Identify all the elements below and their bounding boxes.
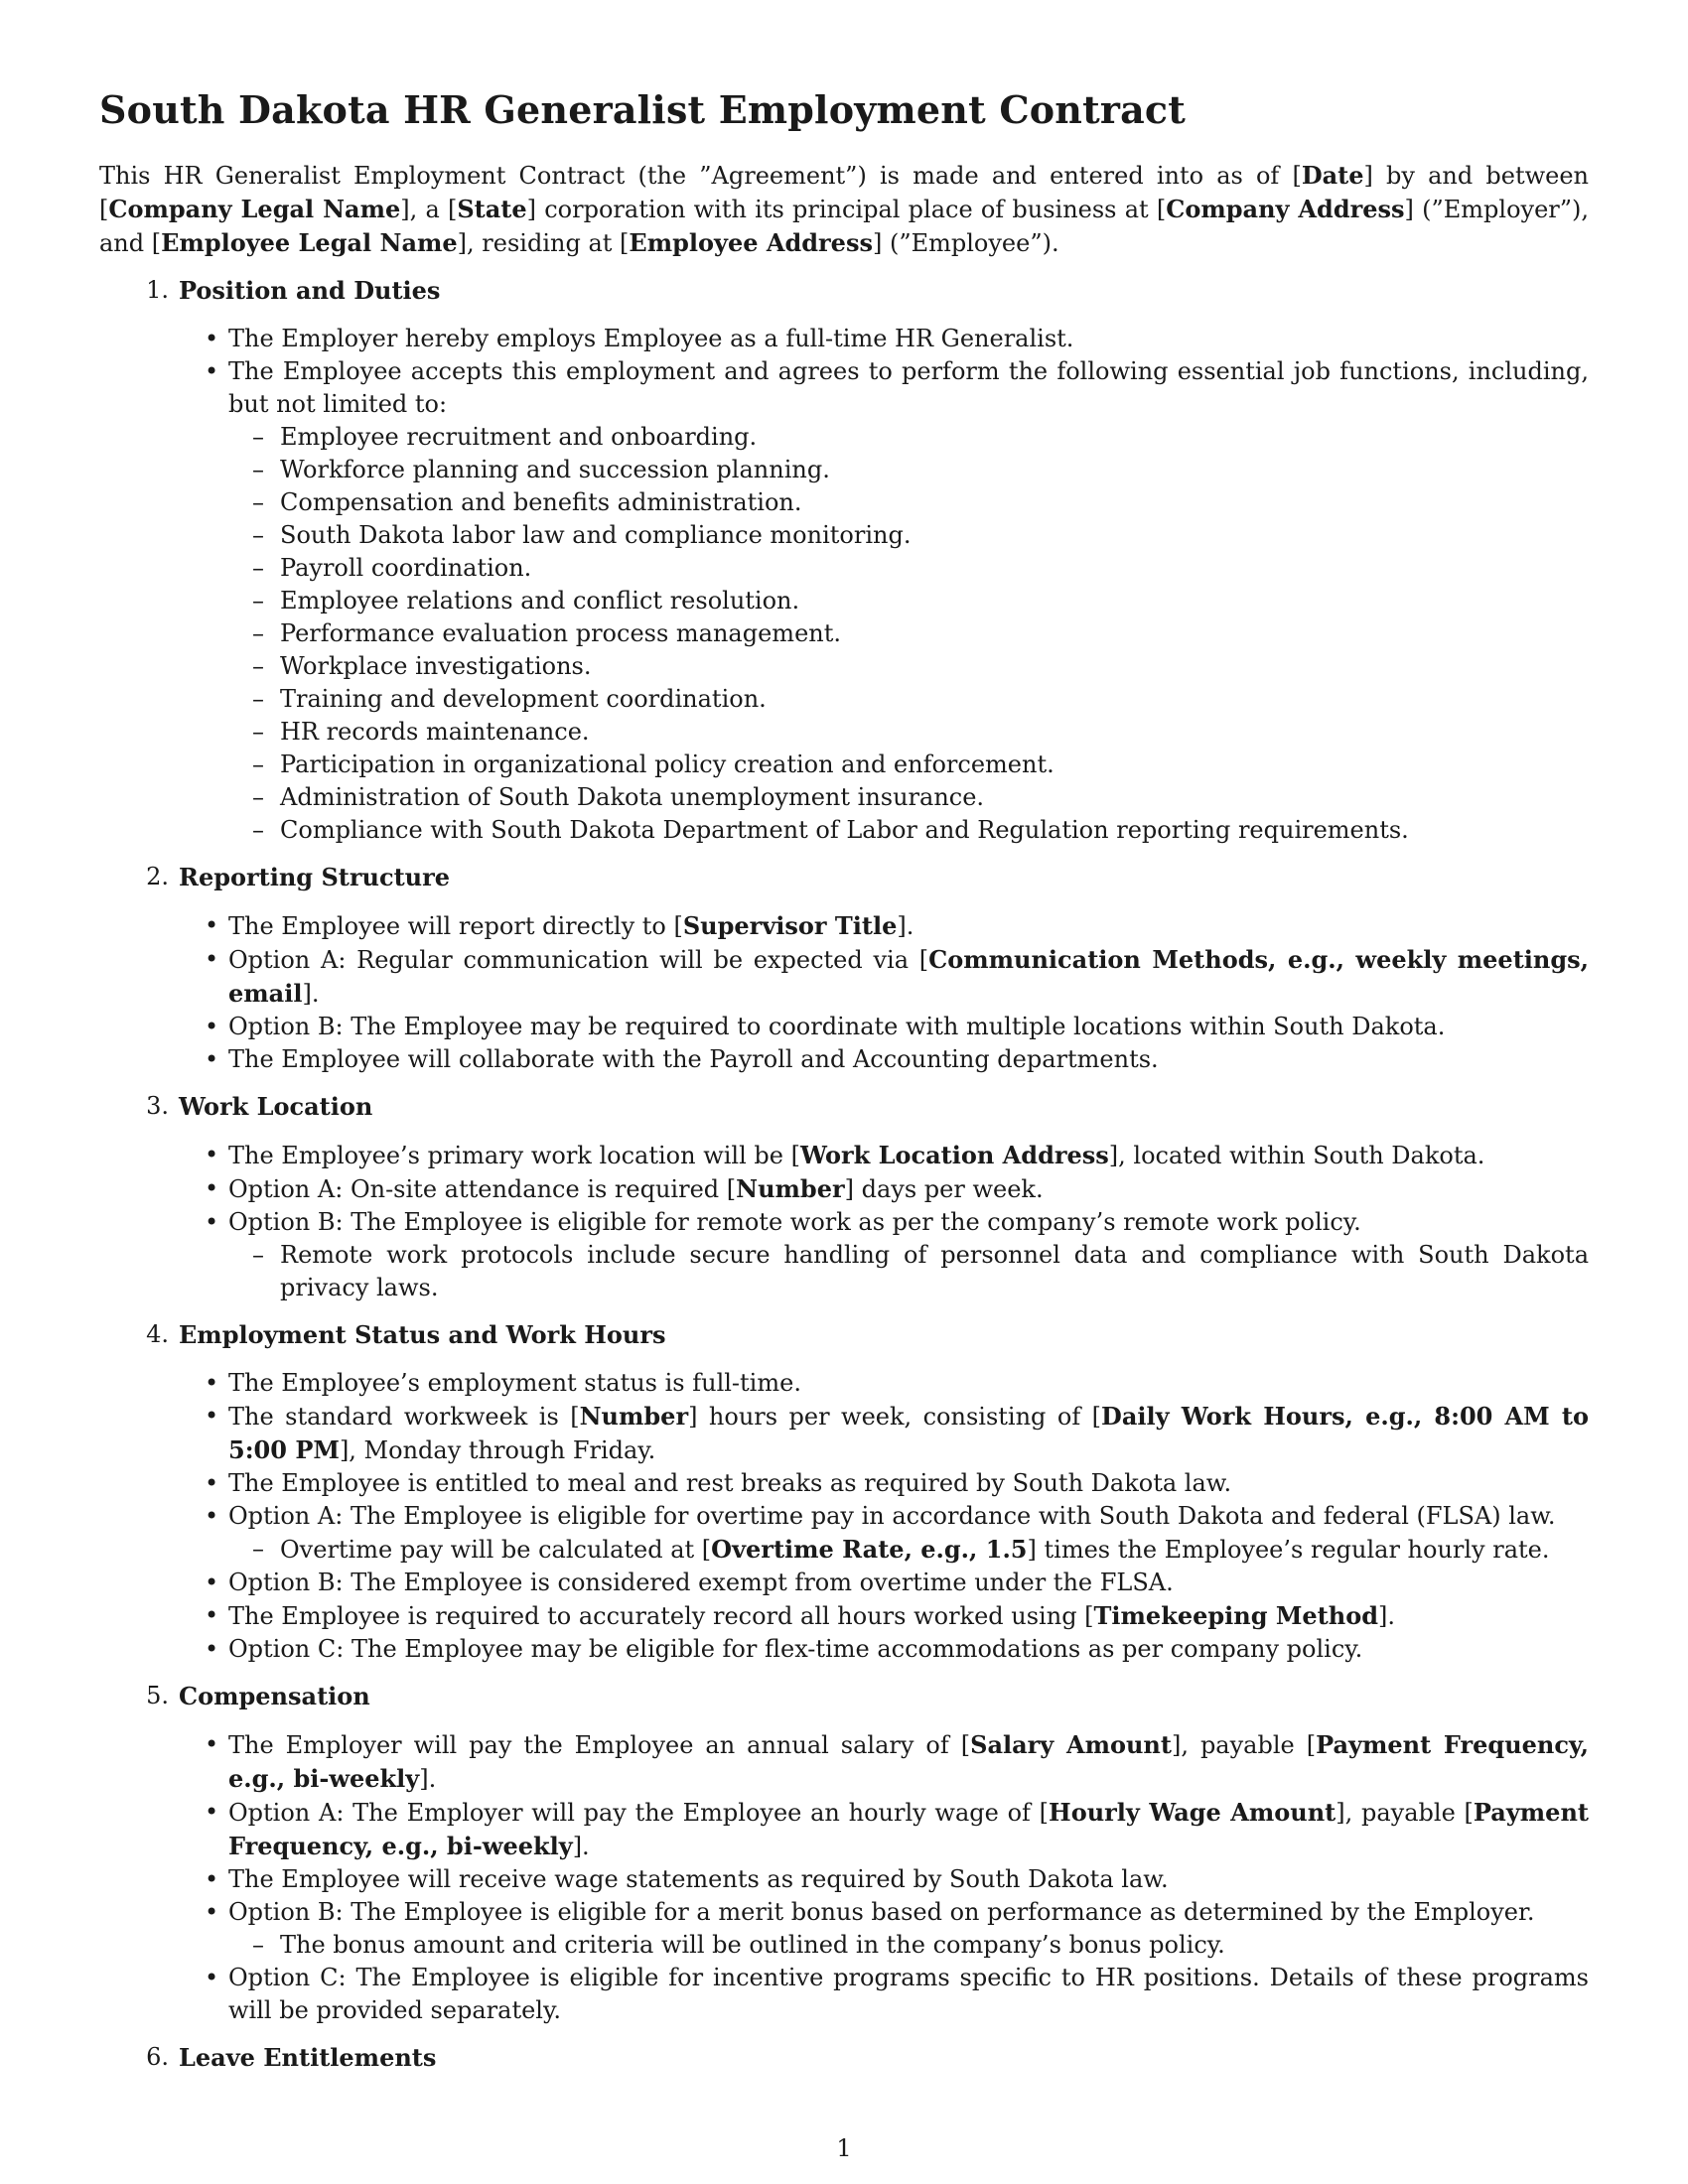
section-heading: 1. Position and Duties [146,275,441,305]
duty-item: – Compensation and benefits administration. [228,486,1589,519]
list-item: • The Employee will collaborate with the Payroll and Accounting departments. [99,1043,1589,1076]
document-title: South Dakota HR Generalist Employment Contract [99,87,1187,132]
duty-item: – Compliance with South Dakota Department of Labor and Regulation reporting requirements. [228,814,1589,847]
duty-item: – Employee recruitment and onboarding. [228,421,1589,454]
list-item: • The Employee will report directly to [Supervisor Title]. [99,909,1589,943]
duty-item: – Employee relations and conflict resolution. [228,585,1589,617]
sub-item: – Remote work protocols include secure handling of personnel data and compliance with South Dakota privacy laws. [228,1239,1589,1304]
duty-item: – South Dakota labor law and compliance monitoring. [228,519,1589,552]
list-item: • The standard workweek is [Number] hours per week, consisting of [Daily Work Hours, e.g., 8:00 AM to 5:00 PM], Monday through Friday. [99,1400,1589,1467]
section-leave-entitlements [99,2041,1589,2074]
section-status-hours [99,1318,1589,1666]
duty-item: – Administration of South Dakota unemployment insurance. [228,781,1589,814]
duties-list [228,421,1589,847]
list-item: • Option A: On-site attendance is required [Number] days per week. [99,1172,1589,1206]
sub-item: – The bonus amount and criteria will be outlined in the company’s bonus policy. [228,1929,1589,1962]
section-reporting-structure [99,861,1589,1076]
section-heading: 5. Compensation [146,1681,370,1710]
duty-item: – Payroll coordination. [228,552,1589,585]
list-item: • Option A: Regular communication will be expected via [Communication Methods, e.g., weekly meetings, email]. [99,943,1589,1011]
list-item: • Option A: The Employee is eligible for overtime pay in accordance with South Dakota and federal (FLSA) law. – Overtime pay will be calculated at [Overtime Rate, e.g., 1.5] times the Employee’s regular hourly rate. [99,1500,1589,1567]
section-compensation [99,1680,1589,2027]
list-item: • Option B: The Employee is eligible for remote work as per the company’s remote work policy. – Remote work protocols include secure handling of personnel data and compliance with South Dakota privacy laws. [99,1206,1589,1304]
section-heading: 4. Employment Status and Work Hours [146,1319,666,1349]
list-item: • The Employee is required to accurately record all hours worked using [Timekeeping Method]. [99,1599,1589,1633]
company-placeholder: Company Legal Name [108,194,401,223]
list-item: • The Employee accepts this employment and agrees to perform the following essential job functions, including, but not limited to: – Employee recruitment and onboarding. – Workforce planning and succession planning. – Compensation and benefits administration. – South Dakota labor law and compliance monitoring. – Payroll coordination. – Employee relations and conflict resolution. – Performance evaluation process management. – Workplace investigations. – Training and development coordination. – HR records maintenance. – Participation in organizational policy creation and enforcement. – Administration of South Dakota unemployment insurance. – Compliance with South Dakota Department of Labor and Regulation reporting requirements. [99,355,1589,847]
state-placeholder: State [457,194,527,223]
section-work-location [99,1090,1589,1304]
list-item: • Option B: The Employee may be required to coordinate with multiple locations within South Dakota. [99,1011,1589,1043]
duty-item: – Workplace investigations. [228,650,1589,683]
list-item: • The Employee is entitled to meal and rest breaks as required by South Dakota law. [99,1467,1589,1500]
duty-item: – Training and development coordination. [228,683,1589,716]
list-item: • The Employee’s employment status is full-time. [99,1367,1589,1400]
list-item: • Option C: The Employee may be eligible for flex-time accommodations as per company policy. [99,1633,1589,1666]
section-heading: 6. Leave Entitlements [146,2042,437,2072]
duty-item: – Participation in organizational policy creation and enforcement. [228,749,1589,781]
list-item: • The Employer hereby employs Employee as a full-time HR Generalist. [99,323,1589,355]
section-heading: 2. Reporting Structure [146,862,451,891]
list-item: • Option B: The Employee is eligible for a merit bonus based on performance as determined by the Employer. – The bonus amount and criteria will be outlined in the company’s bonus policy. [99,1896,1589,1962]
employee-address-placeholder: Employee Address [629,227,873,257]
section-position-duties [99,274,1589,847]
employee-placeholder: Employee Legal Name [161,227,458,257]
company-address-placeholder: Company Address [1166,194,1405,223]
contract-page [99,87,1589,2074]
duty-item: – Workforce planning and succession planning. [228,454,1589,486]
list-item: • The Employee will receive wage statements as required by South Dakota law. [99,1863,1589,1896]
section-heading: 3. Work Location [146,1091,373,1121]
page-number: 1 [836,2134,852,2162]
list-item: • Option A: The Employer will pay the Employee an hourly wage of [Hourly Wage Amount], payable [Payment Frequency, e.g., bi-weekly]. [99,1796,1589,1863]
list-item: • Option B: The Employee is considered exempt from overtime under the FLSA. [99,1567,1589,1599]
list-item: • The Employee’s primary work location will be [Work Location Address], located within South Dakota. [99,1139,1589,1172]
date-placeholder: Date [1301,160,1364,190]
duty-item: – HR records maintenance. [228,716,1589,749]
list-item: • The Employer will pay the Employee an annual salary of [Salary Amount], payable [Payment Frequency, e.g., bi-weekly]. [99,1728,1589,1796]
intro-paragraph: This HR Generalist Employment Contract (the ”Agreement”) is made and entered into as of [Date] by and between [Company Legal Name], a [State] corporation with its principal place of business at [Company Address] (”Employer”), and [Employee Legal Name], residing at [Employee Address] (”Employee”). [99,160,1590,257]
duty-item: – Performance evaluation process management. [228,617,1589,650]
sub-item: – Overtime pay will be calculated at [Overtime Rate, e.g., 1.5] times the Employee’s regular hourly rate. [228,1533,1589,1567]
list-item: • Option C: The Employee is eligible for incentive programs specific to HR positions. Details of these programs will be provided separately. [99,1962,1589,2027]
